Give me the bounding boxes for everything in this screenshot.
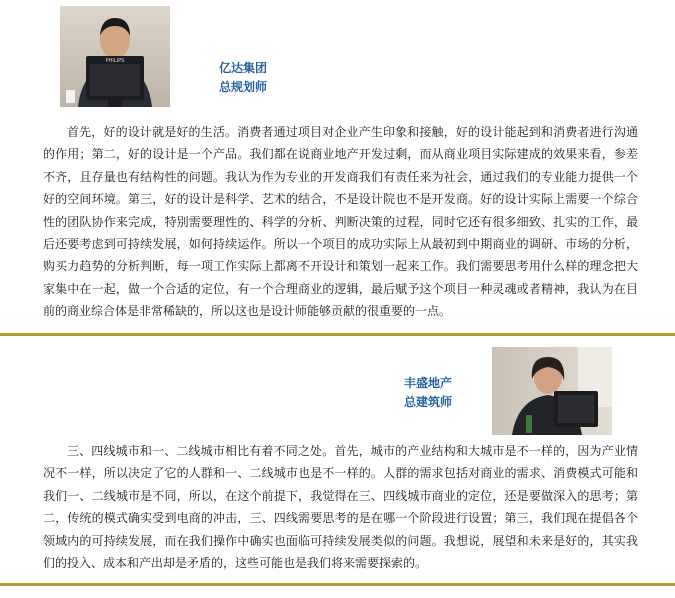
section-divider [0,583,675,586]
speaker-caption [219,59,267,97]
job-title: 总建筑师 [404,395,453,409]
speaker-photo-illustration [492,347,612,435]
speaker-photo [492,347,612,435]
quote-paragraph: 首先，好的设计就是好的生活。消费者通过项目对企业产生印象和接触，好的设计能起到和消费者进行沟通的作用；第二，好的设计是一个产品。我们都在说商业地产开发过剩，而从商业项目实际建成的效果来看，参差不齐，且存量也有结构性的问题。我认为作为专业的开发商我们有责任来为社会，通过我们的专业能力提供一个好的空间环境。第三，好的设计是科学、艺术的结合，不是设计院也不是开发商。好的设计实际上需要一个综合性的团队协作来完成，特别需要理性的、科学的分析、判断决策的过程，同时它还有很多细致、扎实的工作，最后还要考虑到可持续发展，如何持续运作。所以一个项目的成功实际上从最初到中期商业的调研、市场的分析，购买力趋势的分析判断，每一项工作实际上都离不开设计和策划一起来工作。我们需要思考用什么样的理念把大家集中在一起，做一个合适的定位，有一个合理商业的逻辑，最后赋予这个项目一种灵魂或者精神，我认为在目前的商业综合体是非常稀缺的，所以这也是设计师能够贡献的很重要的一点。 [43,125,638,319]
speaker-caption [404,374,452,412]
monitor-brand-label: PHILIPS [105,58,125,64]
speaker-section-2 [0,337,675,585]
speaker-photo [60,6,170,107]
company-name: 亿达集团 [219,61,268,75]
company-name: 丰盛地产 [404,376,453,390]
speaker-photo-illustration [60,6,170,107]
section-divider [0,333,675,336]
quote-paragraph: 三、四线城市和一、二线城市相比有着不同之处。首先，城市的产业结构和大城市是不一样的，因为产业情况不一样，所以决定了它的人群和一、二线城市也是不一样的。人群的需求包括对商业的需求、消费模式可能和我们一、二线城市是不同，所以，在这个前提下，我觉得在三、四线城市商业的定位，还是要做深入的思考；第二，传统的模式确实受到电商的冲击，三、四线需要思考的是在哪一个阶段进行设置；第三，我们现在提倡各个领域内的可持续发展，而在我们操作中确实也面临可持续发展类似的问题。我想说，展望和未来是好的，其实我们的投入、成本和产出却是矛盾的，这些可能也是我们将来需要探索的。 [43,444,638,571]
job-title: 总规划师 [219,80,268,94]
